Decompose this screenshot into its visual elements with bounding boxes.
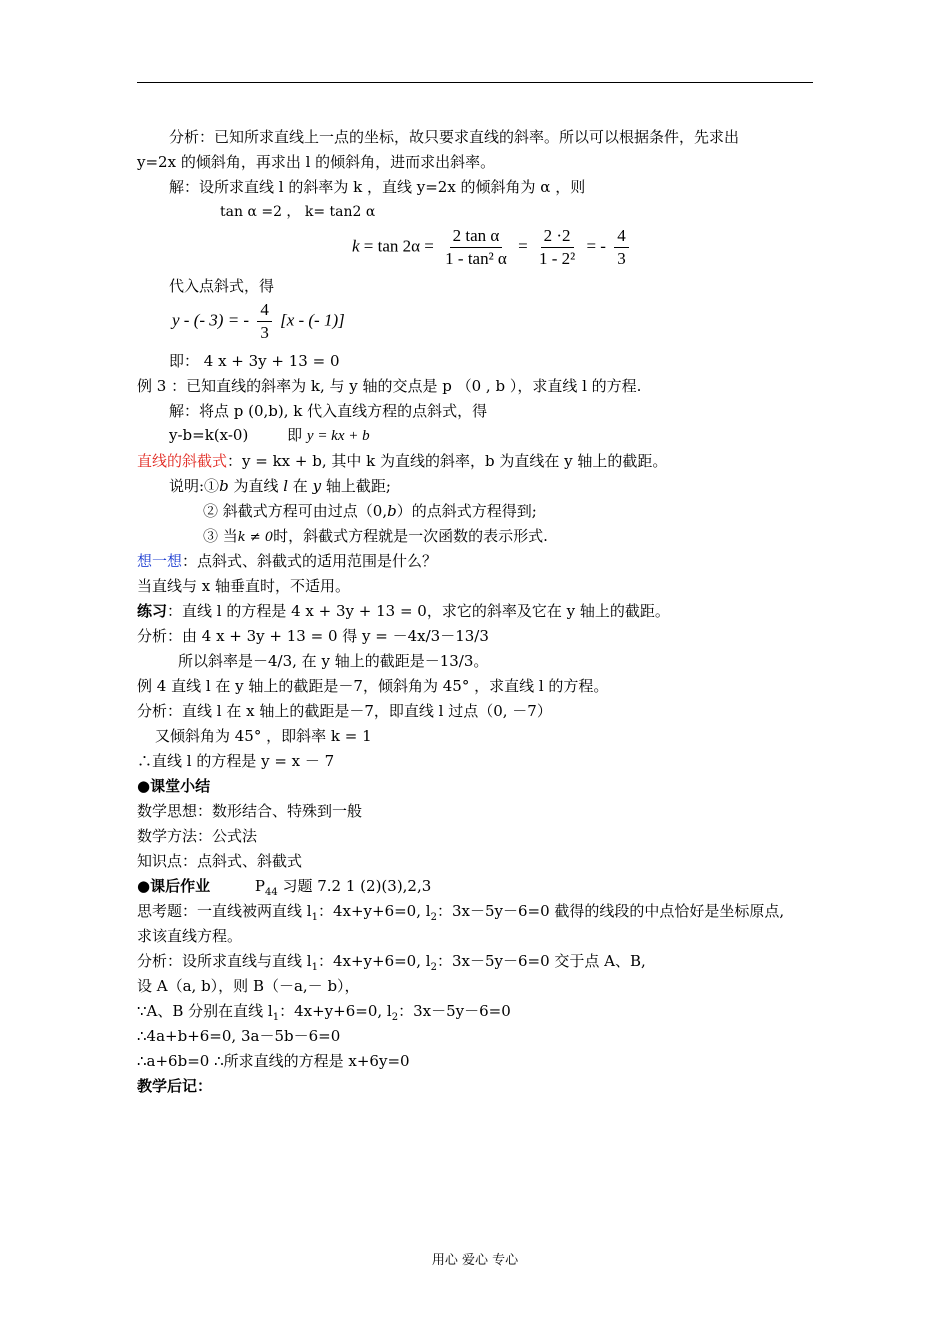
example-4: 例 4 直线 l 在 y 轴上的截距是－7，倾斜角为 45° ，求直线 l 的方程。 xyxy=(137,677,609,695)
fraction-2-denominator: 1 - 2² xyxy=(538,249,576,268)
tb-s2: 2 xyxy=(391,1012,399,1023)
note-1-t1: 为直线 xyxy=(228,477,284,495)
note-3 xyxy=(203,527,548,547)
think-text: ：点斜式、斜截式的适用范围是什么？ xyxy=(182,552,438,570)
homework-line xyxy=(137,877,431,902)
eq-slope-intercept: y = kx + b xyxy=(306,428,370,444)
fraction-1-numerator: 2 tan α xyxy=(450,226,503,248)
page-footer: 用心 爱心 专心 xyxy=(431,1253,519,1268)
exercise-label: 练习 xyxy=(137,602,168,620)
note-3-condition: k ≠ 0 xyxy=(237,530,274,545)
think-label: 想一想 xyxy=(137,552,183,570)
fraction-3-denominator: 3 xyxy=(617,249,626,268)
analysis-line-1: 分析：已知所求直线上一点的坐标，故只要求直线的斜率。所以可以根据条件，先求出 xyxy=(169,128,740,146)
fraction-3-numerator: 4 xyxy=(614,226,629,248)
think-problem-2: 求该直线方程。 xyxy=(137,927,243,945)
summary-heading: ●课堂小结 xyxy=(137,777,211,795)
note-2-t1: ② 斜截式方程可由过点（0, xyxy=(203,502,388,520)
analysis-line-2: y=2x 的倾斜角，再求出 l 的倾斜角，进而求出斜率。 xyxy=(137,153,496,171)
example-3: 例 3 ：已知直线的斜率为 k, 与 y 轴的交点是 p （0 , b ），求直线 l 的方程. xyxy=(137,377,642,395)
ta-t1: 分析：设所求直线与直线 l xyxy=(137,952,312,970)
think-because xyxy=(137,1002,511,1027)
point-slope-equation xyxy=(172,300,345,343)
formula-eq3: = - xyxy=(586,236,606,256)
tp-s2: 2 xyxy=(430,912,437,923)
exercise-text: ：直线 l 的方程是 4 x + 3y + 13 = 0，求它的斜率及它在 y 轴上的截距。 xyxy=(167,602,670,620)
tp-t1: 思考题：一直线被两直线 l xyxy=(137,902,312,920)
tb-t2: ：4x+y+6=0, l xyxy=(279,1002,392,1020)
tp-t3: ：3x－5y－6=0 截得的线段的中点恰好是坐标原点, xyxy=(436,902,785,920)
eq2-numerator: 4 xyxy=(257,300,272,322)
tp-t2: ：4x+y+6=0, l xyxy=(317,902,431,920)
result-equation: 即： 4 x + 3y + 13 = 0 xyxy=(169,352,340,370)
note-1 xyxy=(169,477,391,495)
example-3-solution: 解：将点 p (0,b), k 代入直线方程的点斜式，得 xyxy=(169,402,488,420)
tp-s1: 1 xyxy=(311,912,318,923)
tan-condition: tan α =2 ， k= tan2 α xyxy=(220,204,376,220)
fraction-1 xyxy=(442,226,510,269)
note-1-b: b xyxy=(219,477,229,495)
exercise-analysis: 分析：由 4 x + 3y + 13 = 0 得 y = －4x/3－13/3 xyxy=(137,627,489,645)
note-2-b: b xyxy=(387,502,397,520)
substitute-line: 代入点斜式，得 xyxy=(169,277,275,295)
ta-s2: 2 xyxy=(430,962,437,973)
example-4-result: ∴直线 l 的方程是 y = x － 7 xyxy=(137,752,335,770)
eq2-fraction xyxy=(257,300,272,343)
formula-k: k xyxy=(352,236,360,256)
think-analysis xyxy=(137,952,646,977)
slope-formula xyxy=(352,226,633,269)
homework-heading: ●课后作业 xyxy=(137,877,211,895)
tb-t1: ∵A、B 分别在直线 l xyxy=(137,1002,273,1020)
fraction-2 xyxy=(536,226,578,269)
think-answer: 当直线与 x 轴垂直时，不适用。 xyxy=(137,577,350,595)
note-2-t2: ）的点斜式方程得到; xyxy=(396,502,537,520)
solution-line: 解：设所求直线 l 的斜率为 k ，直线 y=2x 的倾斜角为 α ，则 xyxy=(169,178,586,196)
ta-t2: ：4x+y+6=0, l xyxy=(317,952,431,970)
example-4-slope: 又倾斜角为 45° ，即斜率 k = 1 xyxy=(155,727,372,745)
eq-point-slope: y-b=k(x-0) xyxy=(169,426,249,444)
header-rule xyxy=(137,82,813,83)
eq2-rhs: [x - (- 1)] xyxy=(280,310,345,330)
homework-p: P xyxy=(254,877,265,895)
note-1-prefix: 说明:① xyxy=(169,477,220,495)
eq2-lhs: y - (- 3) = - xyxy=(172,310,250,330)
note-3-t1: ③ 当 xyxy=(203,527,238,545)
homework-page: 44 xyxy=(264,887,278,898)
note-1-l: l xyxy=(283,477,289,495)
formula-eq1: = tan 2α = xyxy=(363,236,434,256)
slope-intercept-text: ：y = kx + b, 其中 k 为直线的斜率，b 为直线在 y 轴上的截距。 xyxy=(227,452,668,470)
think-problem xyxy=(137,902,784,927)
exercise-result: 所以斜率是－4/3, 在 y 轴上的截距是－13/3。 xyxy=(178,652,489,670)
summary-knowledge: 知识点：点斜式、斜截式 xyxy=(137,852,303,870)
example-4-analysis: 分析：直线 l 在 x 轴上的截距是－7，即直线 l 过点（0, －7） xyxy=(137,702,552,720)
note-1-y: y xyxy=(312,477,322,495)
think-therefore-2: ∴a+6b=0 ∴所求直线的方程是 x+6y=0 xyxy=(137,1052,410,1070)
tb-s1: 1 xyxy=(272,1012,280,1023)
fraction-3 xyxy=(614,226,629,269)
slope-intercept-term: 直线的斜截式 xyxy=(137,452,228,470)
teaching-notes: 教学后记： xyxy=(137,1077,213,1095)
think-line xyxy=(137,552,437,570)
think-therefore-1: ∴4a+b+6=0, 3a－5b－6=0 xyxy=(137,1027,341,1045)
summary-method: 数学方法：公式法 xyxy=(137,827,258,845)
fraction-1-denominator: 1 - tan² α xyxy=(445,249,507,268)
formula-eq2: = xyxy=(518,236,528,256)
fraction-2-numerator: 2 ·2 xyxy=(541,226,574,248)
note-1-t3: 轴上截距; xyxy=(321,477,391,495)
note-2 xyxy=(203,502,537,520)
example-3-equation xyxy=(169,426,370,445)
ta-s1: 1 xyxy=(311,962,318,973)
think-set-points: 设 A（a, b），则 B（－a,－ b）， xyxy=(137,977,360,995)
exercise-line xyxy=(137,602,670,620)
slope-intercept-definition xyxy=(137,452,667,470)
ta-t3: ：3x－5y－6=0 交于点 A、B, xyxy=(436,952,646,970)
eq2-denominator: 3 xyxy=(260,323,269,342)
homework-text: 习题 7.2 1 (2)(3),2,3 xyxy=(277,877,432,895)
summary-thought: 数学思想：数形结合、特殊到一般 xyxy=(137,802,363,820)
note-1-t2: 在 xyxy=(288,477,313,495)
note-3-t2: 时，斜截式方程就是一次函数的表示形式. xyxy=(273,527,548,545)
eq-ie: 即 xyxy=(287,426,303,444)
tb-t3: ：3x－5y－6=0 xyxy=(398,1002,511,1020)
